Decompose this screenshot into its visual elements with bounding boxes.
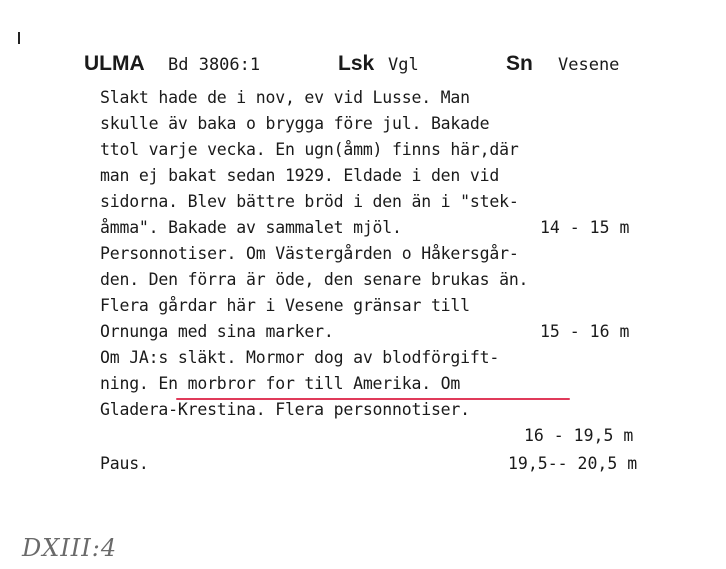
socken-value: Vesene xyxy=(558,55,620,75)
text-line-12: ning. En morbror for till Amerika. Om xyxy=(100,374,461,393)
text-line-5: sidorna. Blev bättre bröd i den än i "stek- xyxy=(100,192,519,211)
text-line-8: den. Den förra är öde, den senare brukas än. xyxy=(100,270,529,289)
text-line-10: Ornunga med sina marker. xyxy=(100,322,334,341)
timecode-1: 14 - 15 m xyxy=(540,218,630,237)
text-line-6: åmma". Bakade av sammalet mjöl. xyxy=(100,218,402,237)
text-line-7: Personnotiser. Om Västergården o Håkersgår- xyxy=(100,244,519,263)
text-line-9: Flera gårdar här i Vesene gränsar till xyxy=(100,296,470,315)
handwritten-archive-mark: DXIII:4 xyxy=(22,534,118,562)
timecode-3: 16 - 19,5 m xyxy=(524,426,634,445)
socken-label: Sn xyxy=(506,52,533,75)
volume-number: Bd 3806:1 xyxy=(168,55,261,75)
archive-code: ULMA xyxy=(84,52,145,75)
text-line-2: skulle äv baka o brygga före jul. Bakade xyxy=(100,114,490,133)
text-line-3: ttol varje vecka. En ugn(åmm) finns här,där xyxy=(100,140,519,159)
timecode-2: 15 - 16 m xyxy=(540,322,630,341)
margin-tick-mark xyxy=(18,32,20,44)
text-line-14: Paus. xyxy=(100,454,149,473)
text-line-4: man ej bakat sedan 1929. Eldade i den vid xyxy=(100,166,500,185)
card-header xyxy=(0,52,726,82)
landskap-label: Lsk xyxy=(338,52,375,75)
landskap-value: Vgl xyxy=(388,55,419,75)
text-line-1: Slakt hade de i nov, ev vid Lusse. Man xyxy=(100,88,470,107)
text-line-13: Gladera-Krestina. Flera personnotiser. xyxy=(100,400,470,419)
timecode-4: 19,5-- 20,5 m xyxy=(508,454,638,473)
text-line-11: Om JA:s släkt. Mormor dog av blodförgift- xyxy=(100,348,500,367)
